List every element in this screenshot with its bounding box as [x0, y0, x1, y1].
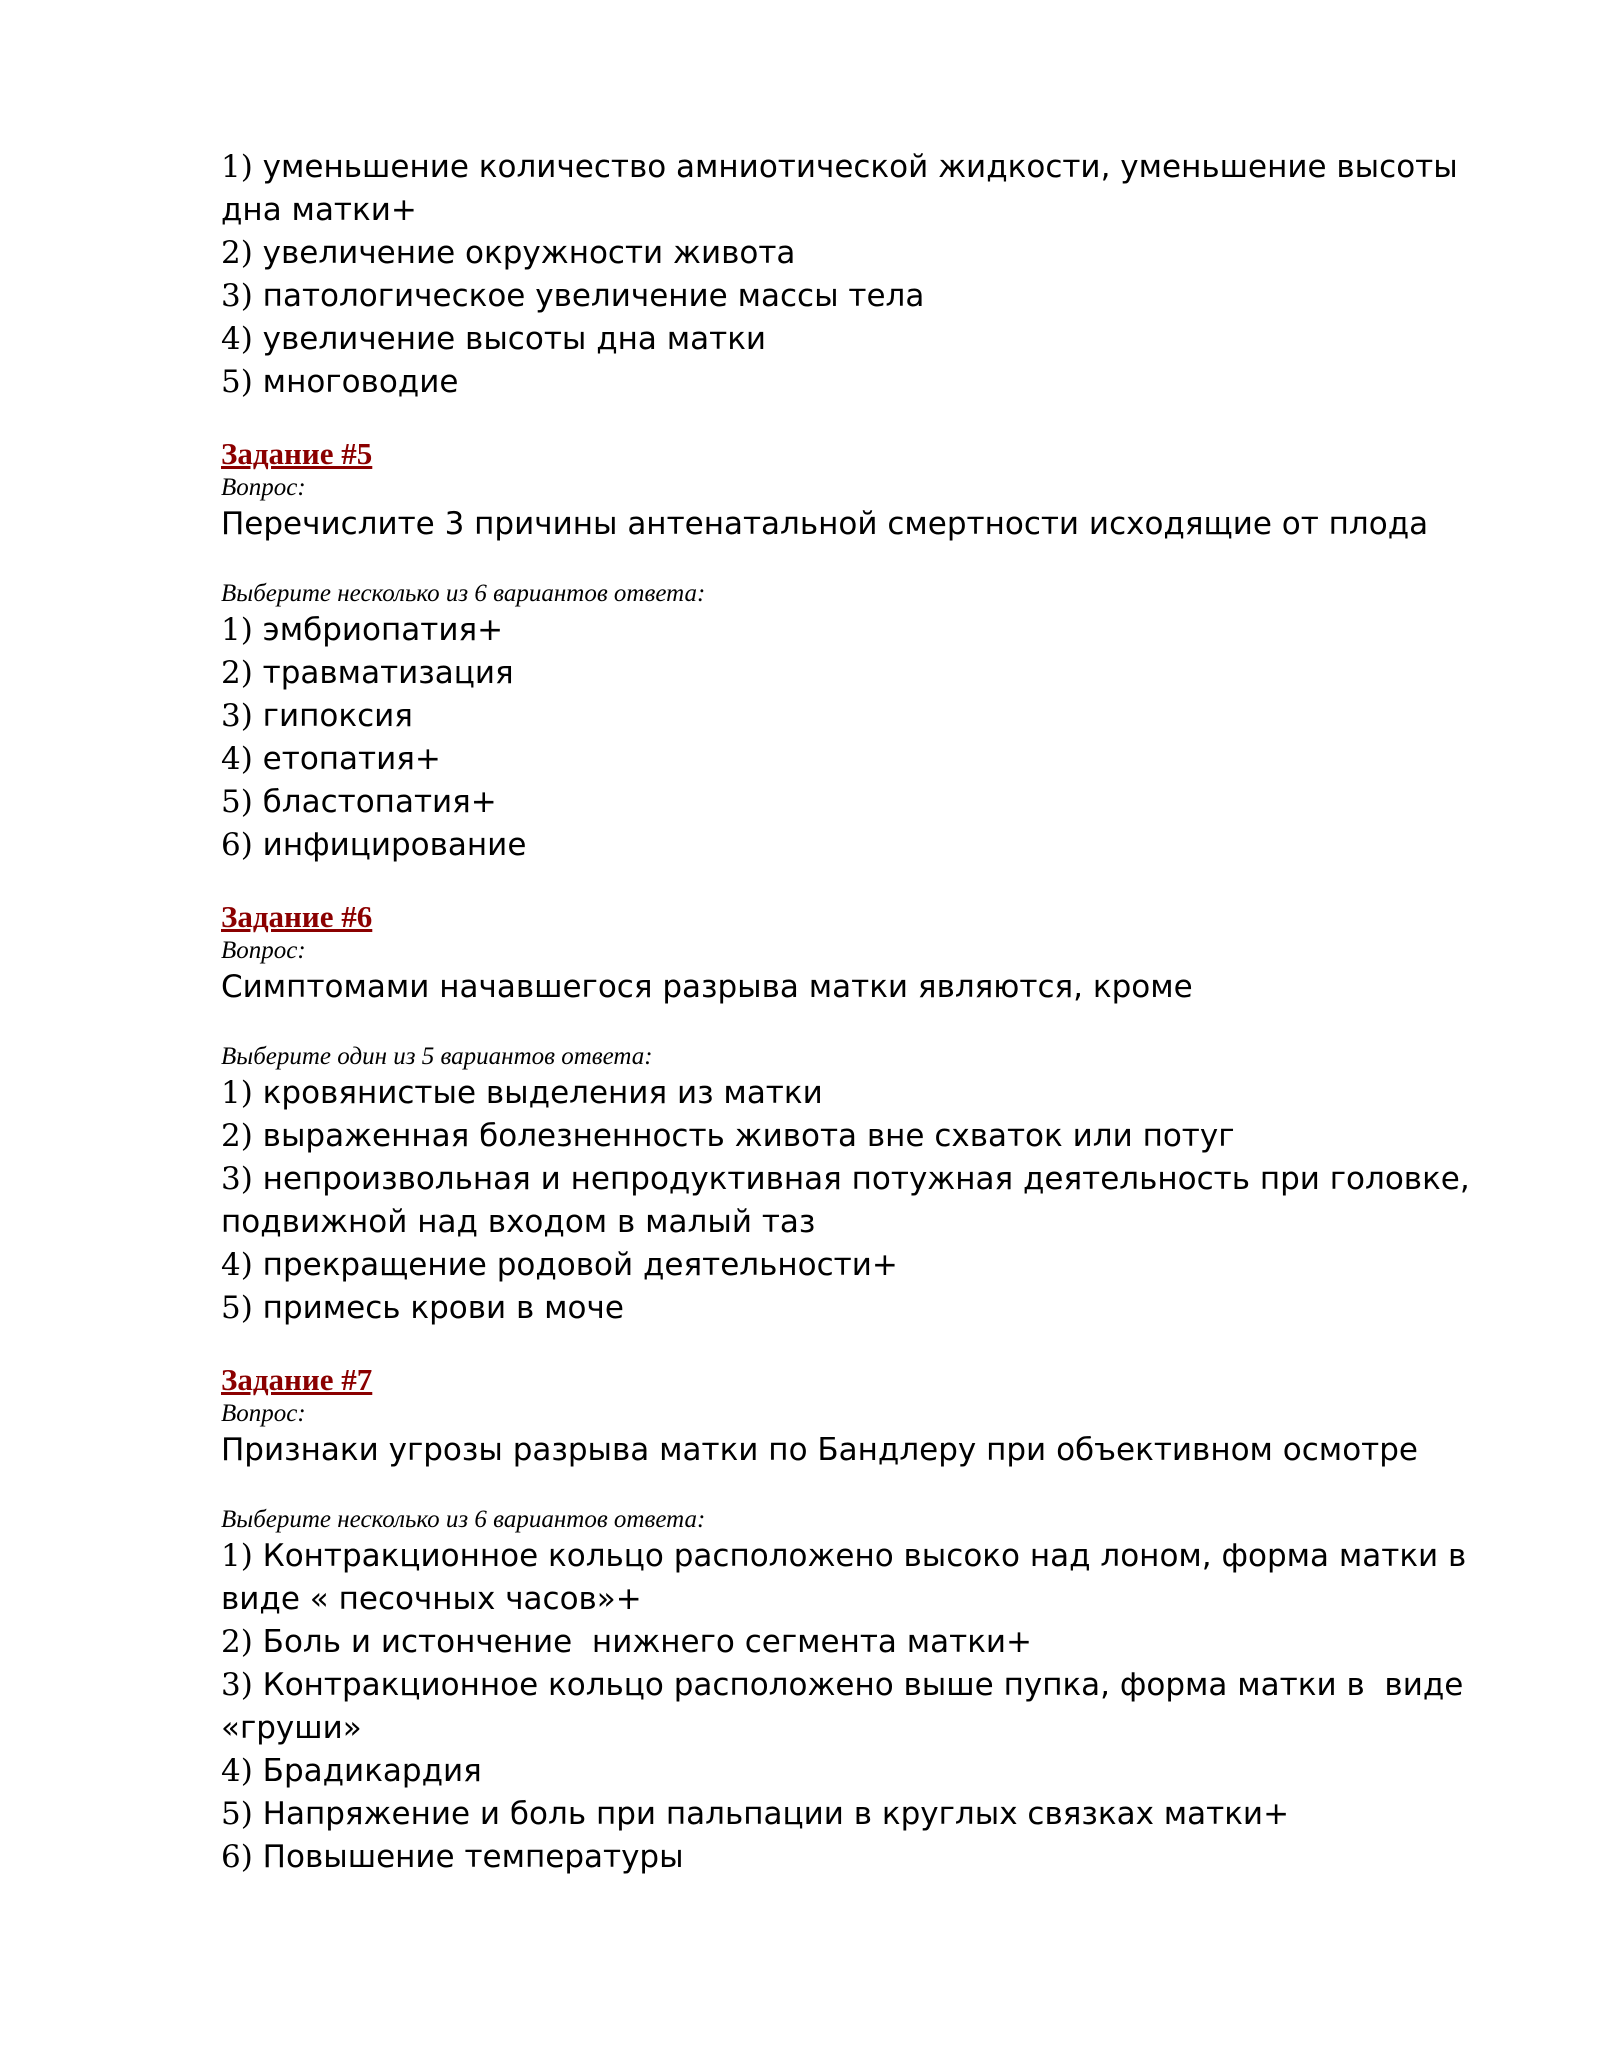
answer-option: 6) Повышение температуры: [221, 1839, 684, 1875]
answer-option: 1) уменьшение количество амниотической жидкости, уменьшение высоты дна матки+: [221, 149, 1468, 228]
question-label: Вопрос:: [221, 1400, 306, 1427]
answer-option: 2) травматизация: [221, 655, 514, 691]
answer-option: 4) Брадикардия: [221, 1753, 482, 1789]
answer-option: 5) многоводие: [221, 364, 459, 400]
answer-option: 4) прекращение родовой деятельности+: [221, 1247, 898, 1283]
answer-option: 2) увеличение окружности живота: [221, 235, 796, 271]
answer-option: 3) гипоксия: [221, 698, 413, 734]
answer-instruction: Выберите несколько из 6 вариантов ответа:: [221, 1506, 706, 1533]
task-6: [221, 899, 1521, 1330]
answer-option: 3) Контракционное кольцо расположено выше пупка, форма матки в виде «груши»: [221, 1667, 1474, 1746]
answer-option: 2) Боль и истончение нижнего сегмента матки+: [221, 1624, 1033, 1660]
task-title: Задание #5: [221, 436, 373, 471]
answer-instruction: Выберите несколько из 6 вариантов ответа:: [221, 580, 706, 607]
task-title: Задание #6: [221, 899, 373, 934]
intro-options: [221, 146, 1521, 404]
answer-option: 5) Напряжение и боль при пальпации в круглых связках матки+: [221, 1796, 1290, 1832]
task-7: [221, 1362, 1521, 1879]
question-text: Симптомами начавшегося разрыва матки являются, кроме: [221, 969, 1193, 1005]
answer-instruction: Выберите один из 5 вариантов ответа:: [221, 1043, 653, 1070]
answer-option: 4) увеличение высоты дна матки: [221, 321, 767, 357]
task-5: [221, 436, 1521, 867]
answer-option: 1) эмбриопатия+: [221, 612, 504, 648]
question-text: Перечислите 3 причины антенатальной смертности исходящие от плода: [221, 506, 1429, 542]
answer-option: 3) патологическое увеличение массы тела: [221, 278, 925, 314]
question-text: Признаки угрозы разрыва матки по Бандлеру при объективном осмотре: [221, 1432, 1418, 1468]
question-label: Вопрос:: [221, 474, 306, 501]
task-title: Задание #7: [221, 1362, 373, 1397]
answer-option: 6) инфицирование: [221, 827, 527, 863]
answer-option: 3) непроизвольная и непродуктивная потужная деятельность при головке, подвижной над входом в малый таз: [221, 1161, 1480, 1240]
answer-option: 2) выраженная болезненность живота вне схваток или потуг: [221, 1118, 1235, 1154]
answer-option: 5) примесь крови в моче: [221, 1290, 624, 1326]
question-label: Вопрос:: [221, 937, 306, 964]
document-page: [221, 146, 1521, 1879]
answer-option: 5) бластопатия+: [221, 784, 497, 820]
answer-option: 1) кровянистые выделения из матки: [221, 1075, 823, 1111]
answer-option: 4) етопатия+: [221, 741, 441, 777]
answer-option: 1) Контракционное кольцо расположено высоко над лоном, форма матки в виде « песочных часов»+: [221, 1538, 1487, 1617]
